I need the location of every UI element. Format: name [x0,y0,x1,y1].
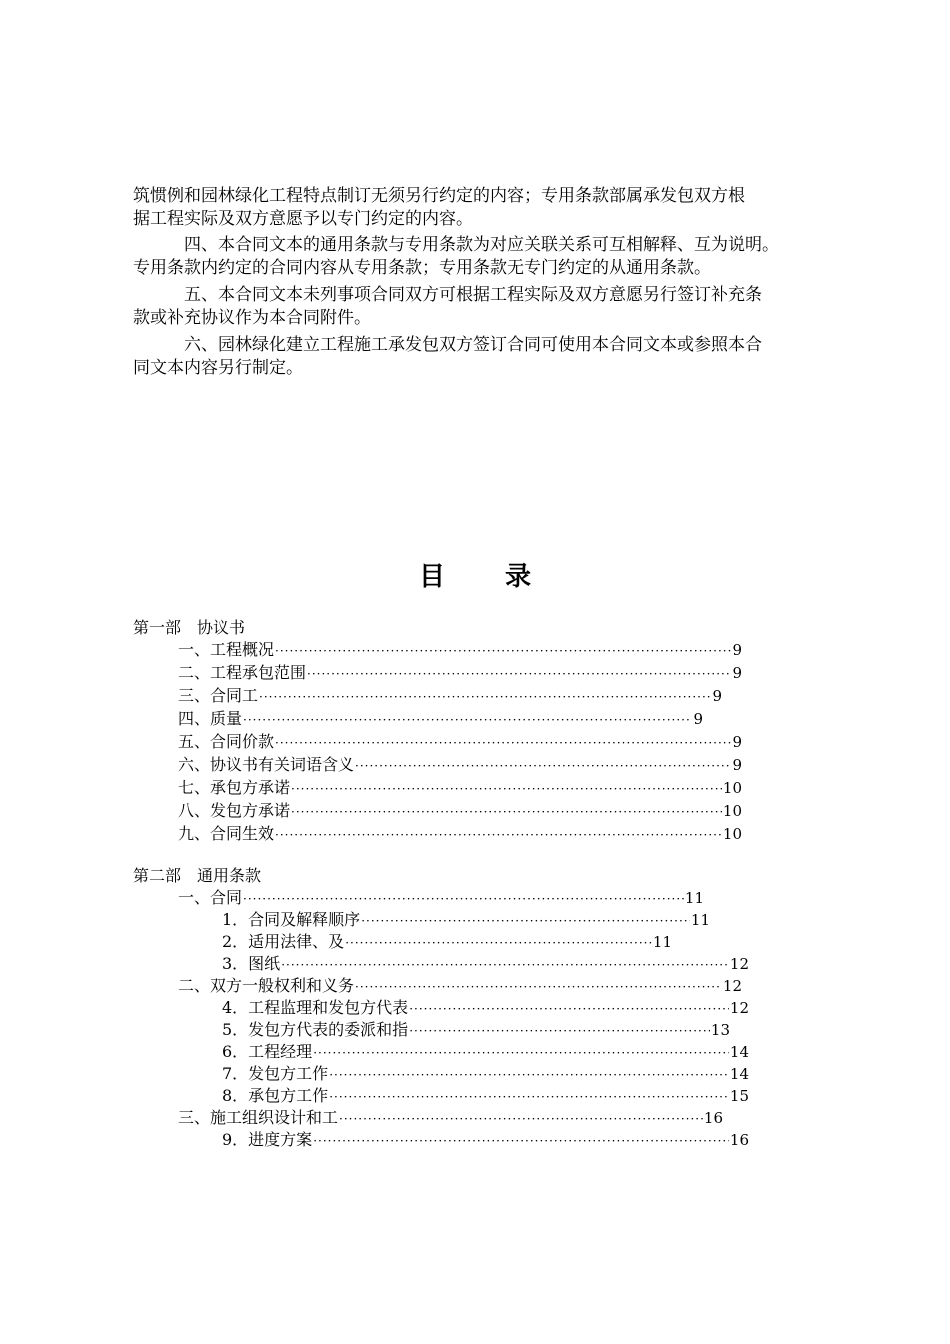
toc-entry-page: 12 [729,999,749,1017]
toc-entry[interactable] [178,887,704,909]
toc-entry-page: 9 [732,756,742,774]
toc-leader-dots [243,888,684,910]
text-line: 四、本合同文本的通用条款与专用条款为对应关联关系可互相解释、互为说明。 [133,235,779,255]
toc-entry-page: 9 [693,710,703,728]
toc-entry[interactable] [222,997,749,1019]
toc-entry[interactable] [178,731,742,753]
toc-leader-dots [355,755,731,777]
toc-leader-dots [345,932,652,954]
text-line: 款或补充协议作为本合同附件。 [133,308,371,328]
toc-leader-dots [291,778,722,800]
toc-leader-dots [291,801,722,823]
toc-entry[interactable] [222,931,672,953]
toc-entry-page: 13 [710,1021,730,1039]
toc-entry-page: 9 [732,641,742,659]
toc-leader-dots [361,910,690,932]
toc-entry-page: 11 [652,933,672,951]
toc-entry-page: 16 [703,1109,723,1127]
toc-entry[interactable] [222,909,710,931]
toc-entry[interactable] [178,685,722,707]
intro-paragraph-1 [133,185,843,231]
toc-leader-dots [329,1086,729,1108]
toc-entry-label: 6．工程经理 [222,1042,313,1061]
toc-entry-label: 4．工程监理和发包方代表 [222,998,409,1017]
toc-entry-page: 10 [722,779,742,797]
toc-entry[interactable] [178,639,742,661]
toc-leader-dots [243,709,692,731]
toc-title-char: 录 [505,562,532,592]
toc-entry-label: 1．合同及解释顺序 [222,910,361,929]
toc-entry-label: 9．进度方案 [222,1130,313,1149]
toc-leader-dots [339,1108,703,1130]
text-line: 据工程实际及双方意愿予以专门约定的内容。 [133,209,473,229]
toc-entry[interactable] [222,1041,749,1063]
toc-entry-page: 14 [729,1065,749,1083]
toc-entry[interactable] [178,662,742,684]
text-line: 六、园林绿化建立工程施工承发包双方签订合同可使用本合同文本或参照本合 [133,335,762,355]
toc-entry-label: 六、协议书有关词语含义 [178,755,355,774]
text-line: 同文本内容另行制定。 [133,358,303,378]
toc-leader-dots [307,663,731,685]
toc-entry[interactable] [222,1019,730,1041]
intro-paragraph-4 [133,334,843,380]
toc-entry-page: 9 [732,733,742,751]
toc-part1-heading: 第一部 协议书 [133,618,246,637]
toc-leader-dots [275,640,731,662]
toc-leader-dots [409,998,729,1020]
toc-entry-label: 一、合同 [178,888,243,907]
toc-leader-dots [409,1020,710,1042]
toc-entry-label: 2．适用法律、及 [222,932,345,951]
toc-entry[interactable] [178,975,742,997]
toc-leader-dots [313,1042,729,1064]
toc-entry-page: 12 [722,977,742,995]
toc-entry-label: 七、承包方承诺 [178,778,291,797]
text-line: 专用条款内约定的合同内容从专用条款；专用条款无专门约定的从通用条款。 [133,258,711,278]
toc-entry-page: 15 [729,1087,749,1105]
toc-entry-page: 10 [722,802,742,820]
toc-part2-heading: 第二部 通用条款 [133,866,262,885]
toc-entry-label: 三、施工组织设计和工 [178,1108,339,1127]
intro-paragraph-2 [133,234,843,280]
toc-entry-page: 11 [690,911,710,929]
intro-paragraph-3 [133,284,843,330]
toc-entry[interactable] [222,1085,749,1107]
toc-entry[interactable] [222,1129,749,1151]
toc-leader-dots [281,954,729,976]
toc-entry-label: 三、合同工 [178,686,259,705]
toc-entry-label: 九、合同生效 [178,824,275,843]
toc-entry[interactable] [222,953,749,975]
toc-entry-page: 14 [729,1043,749,1061]
toc-entry-label: 一、工程概况 [178,640,275,659]
toc-entry-label: 5．发包方代表的委派和指 [222,1020,409,1039]
toc-entry[interactable] [178,754,742,776]
text-line: 筑惯例和园林绿化工程特点制订无须另行约定的内容；专用条款部属承发包双方根 [133,186,745,206]
toc-leader-dots [329,1064,729,1086]
toc-entry[interactable] [222,1063,749,1085]
toc-entry-page: 11 [684,889,704,907]
toc-entry-label: 二、双方一般权利和义务 [178,976,355,995]
toc-entry-page: 9 [712,687,722,705]
toc-entry-label: 二、工程承包范围 [178,663,307,682]
toc-leader-dots [259,686,711,708]
toc-entry-label: 8．承包方工作 [222,1086,329,1105]
toc-title-char: 目 [418,562,445,592]
toc-entry-page: 12 [729,955,749,973]
toc-entry[interactable] [178,1107,723,1129]
toc-entry-label: 7．发包方工作 [222,1064,329,1083]
toc-leader-dots [355,976,722,998]
text-line: 五、本合同文本未列事项合同双方可根据工程实际及双方意愿另行签订补充条 [133,285,762,305]
toc-entry[interactable] [178,823,742,845]
toc-leader-dots [275,732,731,754]
toc-entry-label: 四、质量 [178,709,243,728]
toc-entry-page: 16 [729,1131,749,1149]
toc-entry-page: 9 [732,664,742,682]
toc-entry-label: 3．图纸 [222,954,281,973]
toc-entry[interactable] [178,777,742,799]
toc-entry-label: 八、发包方承诺 [178,801,291,820]
toc-entry-page: 10 [722,825,742,843]
toc-leader-dots [313,1130,729,1152]
toc-entry[interactable] [178,800,742,822]
toc-entry[interactable] [178,708,703,730]
toc-entry-label: 五、合同价款 [178,732,275,751]
toc-leader-dots [275,824,722,846]
toc-title [0,556,950,593]
